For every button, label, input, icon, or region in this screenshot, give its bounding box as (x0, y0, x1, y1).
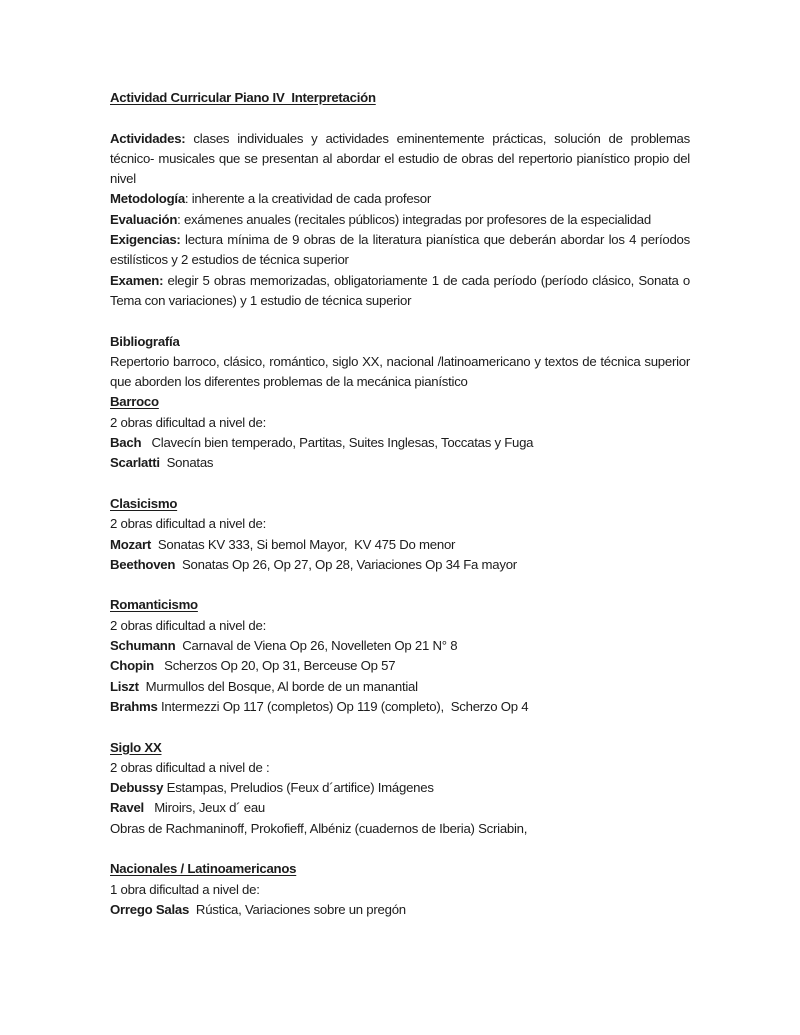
paragraph-label: Actividades: (110, 130, 186, 146)
blank-line (110, 474, 690, 494)
repertoire-entry (110, 798, 690, 818)
section-heading (110, 494, 690, 514)
composer-name: Chopin (110, 658, 154, 674)
section-heading (110, 738, 690, 758)
composer-works: Estampas, Preludios (Feux d´artifice) Imágenes (163, 780, 434, 796)
paragraph-text: : inherente a la creatividad de cada profesor (184, 191, 431, 207)
repertoire-entry (110, 453, 690, 473)
composer-works: Murmullos del Bosque, Al borde de un manantial (138, 678, 418, 694)
paragraph-metodologia (110, 189, 690, 209)
composer-name: Orrego Salas (110, 901, 190, 917)
repertoire-entry (110, 555, 690, 575)
composer-name: Scarlatti (110, 455, 160, 471)
repertoire-entry (110, 697, 690, 717)
paragraph-text: lectura mínima de 9 obras de la literatura pianística que deberán abordar los 4 períodos estilísticos y 2 estudios de técnica superior (110, 232, 690, 268)
section-heading-text: Clasicismo (110, 495, 178, 511)
composer-name: Bach (110, 435, 142, 451)
page-title-text: Actividad Curricular Piano IV Interpretación (110, 90, 376, 105)
bibliography-heading-text: Bibliografía (110, 333, 180, 349)
repertoire-entry (110, 677, 690, 697)
section-requirement: 2 obras dificultad a nivel de : (110, 759, 270, 775)
composer-name: Schumann (110, 638, 176, 654)
paragraph-text: clases individuales y actividades eminentemente prácticas, solución de problemas técnico- musicales que se presentan al abordar el estudio de obras del repertorio pianístico propio del nivel (110, 130, 690, 187)
section-heading (110, 595, 690, 615)
composer-works: Sonatas (159, 455, 214, 471)
composer-works: Miroirs, Jeux d´ eau (143, 800, 265, 816)
composer-works: Obras de Rachmaninoff, Prokofieff, Albéniz (cuadernos de Iberia) Scriabin, (110, 820, 528, 836)
section-heading-text: Romanticismo (110, 597, 198, 613)
paragraph-examen (110, 271, 690, 312)
section-nacionales-latinoamericanos (110, 859, 690, 920)
repertoire-entry (110, 778, 690, 798)
paragraph-label: Examen: (110, 272, 164, 288)
blank-line (110, 108, 690, 128)
paragraph-label: Exigencias: (110, 232, 181, 248)
composer-works: Rústica, Variaciones sobre un pregón (189, 901, 406, 917)
repertoire-entry (110, 900, 690, 920)
section-requirement: 2 obras dificultad a nivel de: (110, 617, 266, 633)
blank-line (110, 839, 690, 859)
composer-works: Carnaval de Viena Op 26, Novelleten Op 21 N° 8 (175, 638, 458, 654)
page-title (110, 88, 690, 108)
section-heading-text: Nacionales / Latinoamericanos (110, 861, 297, 877)
repertoire-entry (110, 535, 690, 555)
section-barroco (110, 392, 690, 473)
composer-works: Intermezzi Op 117 (completos) Op 119 (completo), Scherzo Op 4 (157, 698, 529, 714)
composer-name: Debussy (110, 780, 164, 796)
repertoire-entry (110, 819, 690, 839)
composer-name: Ravel (110, 800, 144, 816)
paragraph-actividades (110, 129, 690, 190)
composer-name: Mozart (110, 536, 151, 552)
composer-works: Scherzos Op 20, Op 31, Berceuse Op 57 (153, 658, 396, 674)
paragraph-label: Metodología (110, 191, 185, 207)
bibliography-heading (110, 332, 690, 352)
repertoire-entry (110, 433, 690, 453)
section-requirement: 2 obras dificultad a nivel de: (110, 414, 266, 430)
section-heading-text: Siglo XX (110, 739, 162, 755)
composer-works: Clavecín bien temperado, Partitas, Suites Inglesas, Toccatas y Fuga (141, 435, 534, 451)
section-siglo-xx (110, 738, 690, 839)
composer-name: Brahms (110, 698, 158, 714)
composer-works: Sonatas KV 333, Si bemol Mayor, KV 475 Do menor (151, 536, 456, 552)
section-requirement: 1 obra dificultad a nivel de: (110, 881, 260, 897)
repertoire-entry (110, 636, 690, 656)
section-romanticismo (110, 595, 690, 717)
composer-name: Liszt (110, 678, 139, 694)
section-heading (110, 392, 690, 412)
section-requirement: 2 obras dificultad a nivel de: (110, 516, 266, 532)
blank-line (110, 575, 690, 595)
bibliography-description: Repertorio barroco, clásico, romántico, siglo XX, nacional /latinoamericano y textos de técnica superior que aborden los diferentes problemas de la mecánica pianístico (110, 353, 690, 390)
section-heading (110, 859, 690, 879)
paragraph-text: elegir 5 obras memorizadas, obligatoriamente 1 de cada período (período clásico, Sonata o Tema con variaciones) y 1 estudio de técnica superior (110, 272, 690, 308)
paragraph-label: Evaluación (110, 211, 178, 227)
paragraph-evaluacion (110, 210, 690, 230)
paragraph-exigencias (110, 230, 690, 271)
composer-name: Beethoven (110, 556, 176, 572)
blank-line (110, 717, 690, 737)
section-clasicismo (110, 494, 690, 575)
paragraph-text: : exámenes anuales (recitales públicos) integradas por profesores de la especialidad (177, 211, 651, 227)
repertoire-entry (110, 656, 690, 676)
composer-works: Sonatas Op 26, Op 27, Op 28, Variaciones Op 34 Fa mayor (175, 556, 517, 572)
section-heading-text: Barroco (110, 394, 159, 410)
blank-line (110, 311, 690, 331)
